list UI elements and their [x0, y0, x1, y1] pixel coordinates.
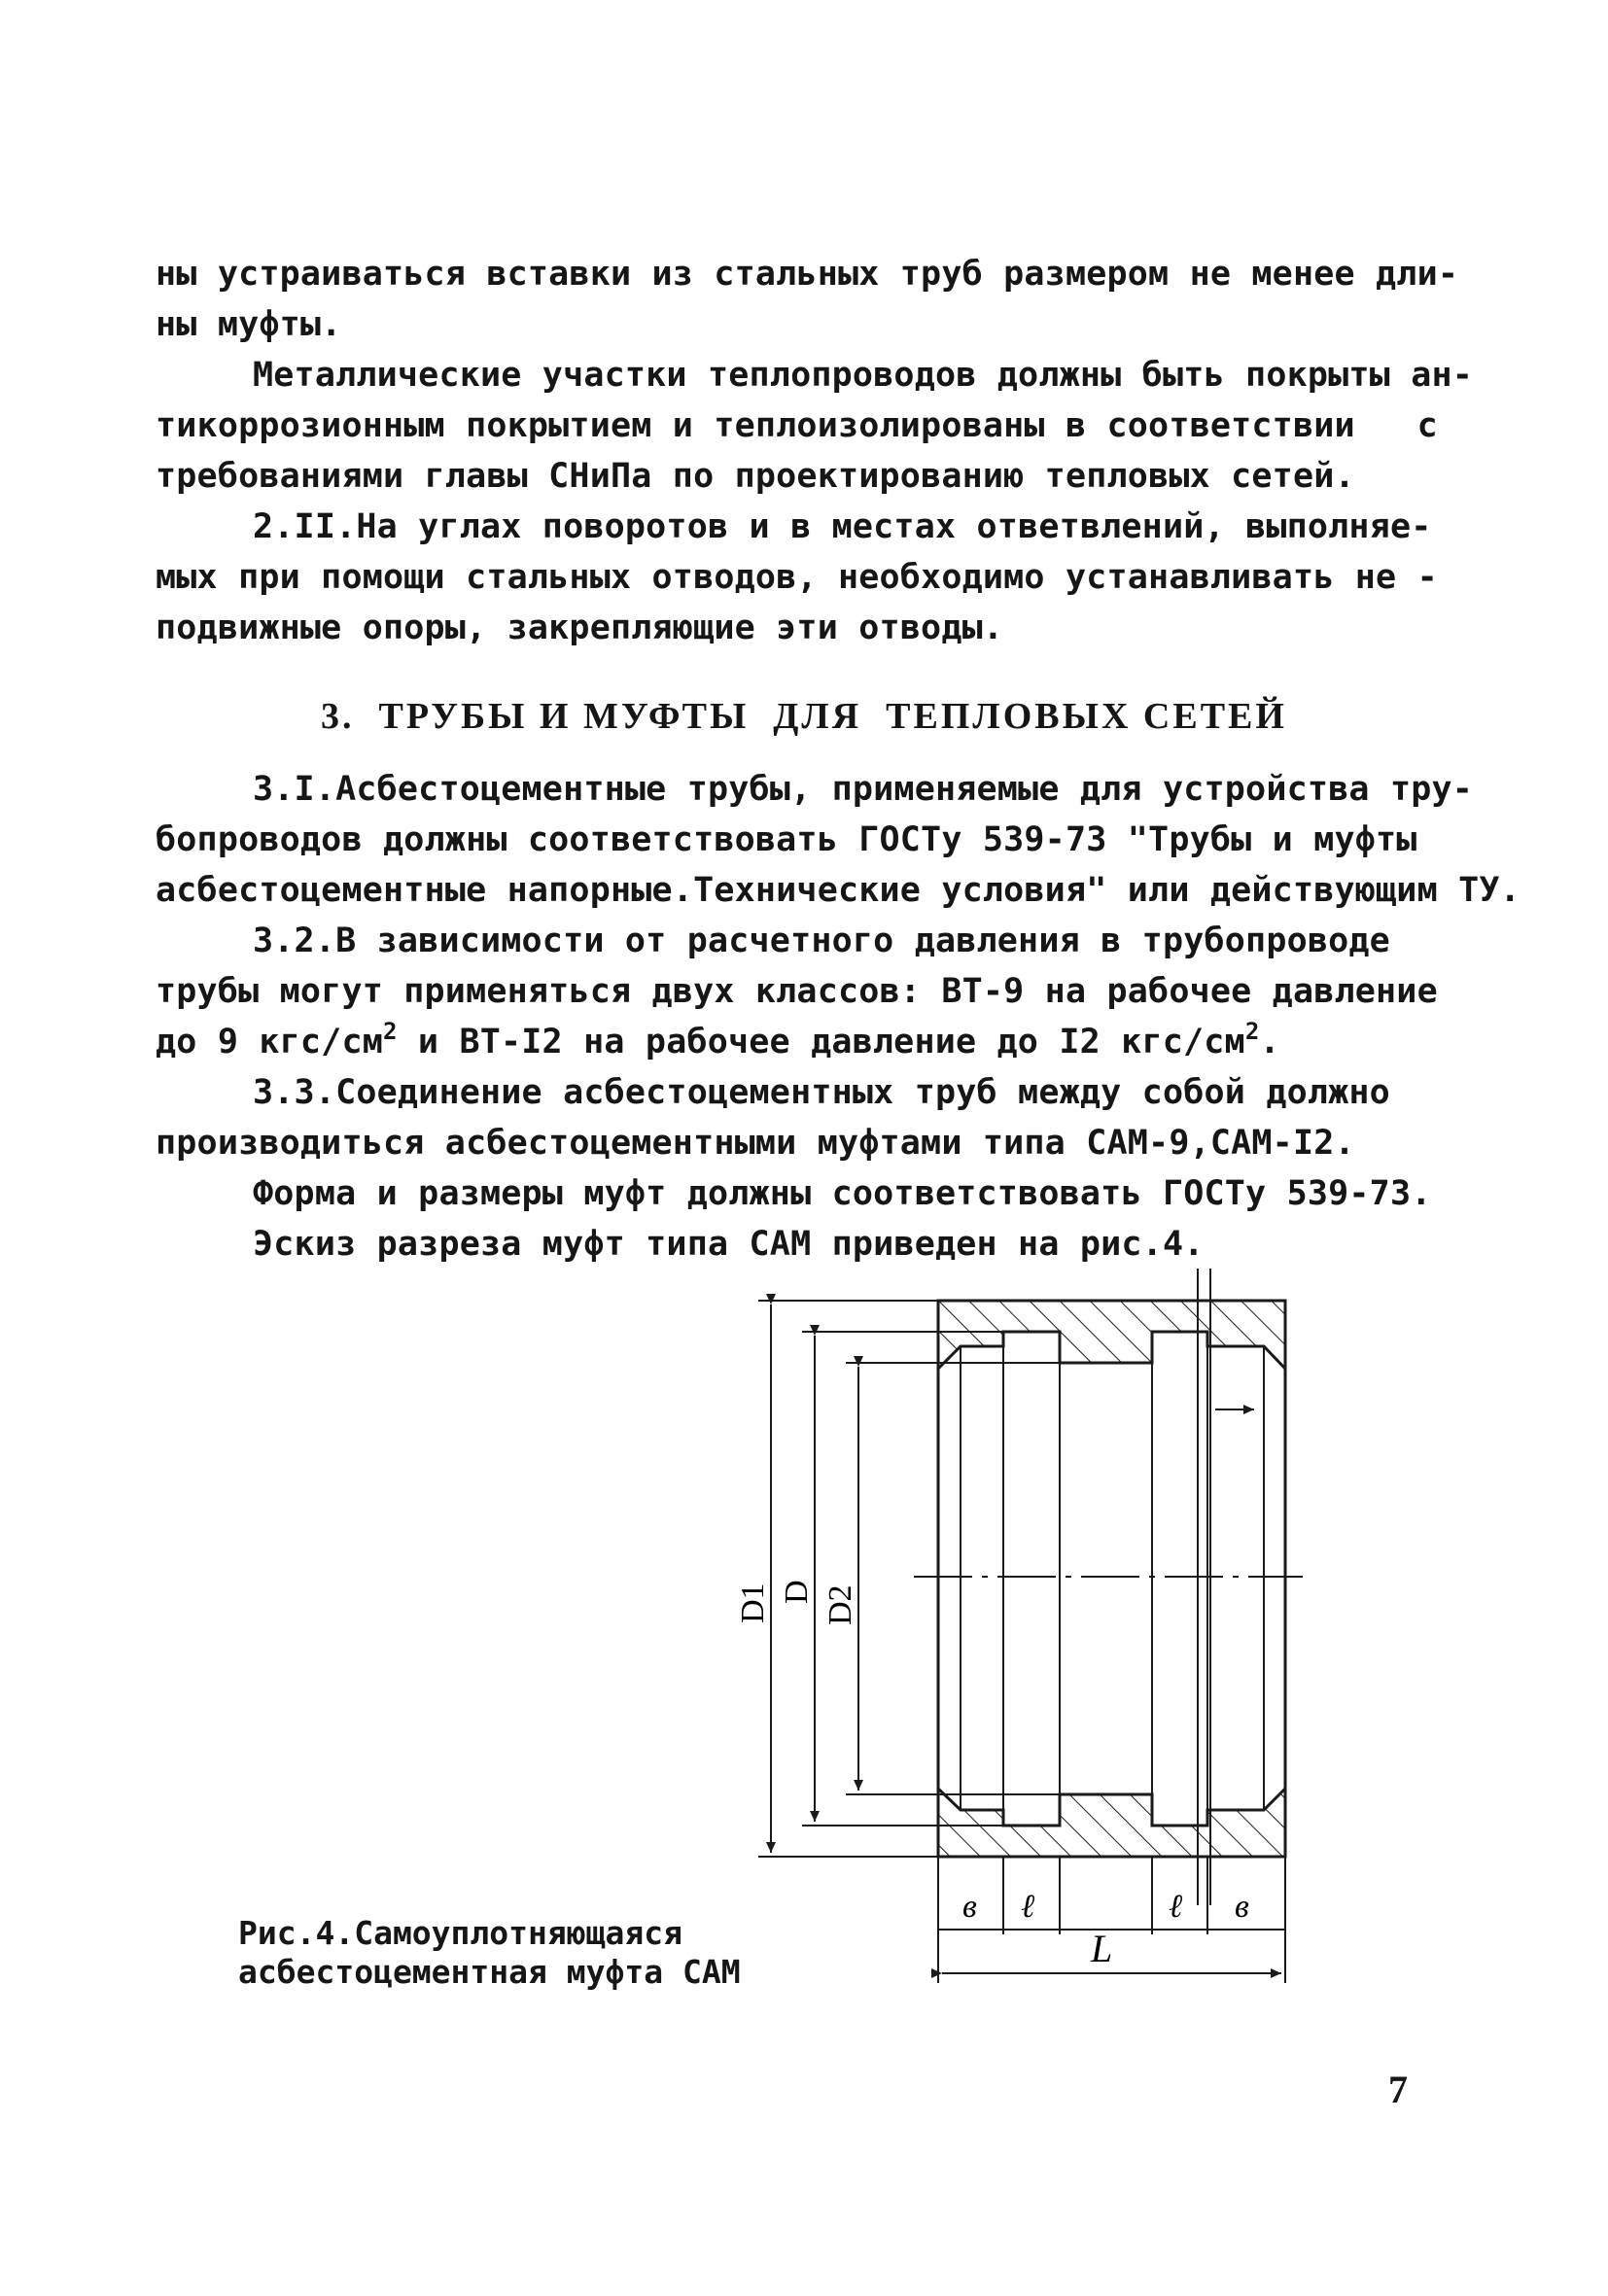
- clause-3-2-line-3-part-b: и ВТ-I2 на рабочее давление до I2 кгс/см: [397, 1023, 1245, 1061]
- paragraph-metal-line-2: тикоррозионным покрытием и теплоизолированы в соответствии с: [156, 406, 1438, 445]
- clause-3-2-line-2: трубы могут применяться двух классов: ВТ-9 на рабочее давление: [156, 972, 1438, 1011]
- paragraph-continued-line-1: ны устраиваться вставки из стальных труб размером не менее дли-: [156, 255, 1459, 294]
- shape-note: Форма и размеры муфт должны соответствовать ГОСТу 539-73.: [253, 1174, 1432, 1213]
- clause-2-11-line-3: подвижные опоры, закрепляющие эти отводы.: [156, 609, 1004, 647]
- clause-3-3-line-2: производиться асбестоцементными муфтами типа САМ-9,САМ-I2.: [156, 1124, 1355, 1163]
- label-L: L: [1091, 1927, 1113, 1970]
- clause-2-11-line-2: мых при помощи стальных отводов, необходимо устанавливать не -: [156, 558, 1438, 597]
- paragraph-metal-line-3: требованиями главы СНиПа по проектированию тепловых сетей.: [156, 457, 1355, 496]
- paragraph-continued-line-2: ны муфты.: [156, 305, 342, 344]
- label-b-right: в: [1235, 1889, 1249, 1925]
- clause-3-2-line-1: 3.2.В зависимости от расчетного давления в трубопроводе: [253, 922, 1390, 960]
- paragraph-metal-line-1: Металлические участки теплопроводов должны быть покрыты ан-: [253, 356, 1474, 395]
- clause-3-1-line-2: бопроводов должны соответствовать ГОСТу 539-73 "Трубы и муфты: [156, 820, 1417, 859]
- top-wall: [938, 1301, 1285, 1369]
- label-D2: D2: [822, 1584, 858, 1625]
- clause-2-11-line-1: 2.II.На углах поворотов и в местах ответвлений, выполняе-: [253, 507, 1432, 546]
- clause-3-2-line-3-part-c: .: [1259, 1023, 1280, 1061]
- superscript-1: 2: [383, 1018, 398, 1045]
- label-D: D: [779, 1580, 815, 1604]
- clause-3-1-line-3: асбестоцементные напорные.Технические условия" или действующим ТУ.: [156, 871, 1521, 910]
- clause-3-1-line-1: 3.I.Асбестоцементные трубы, применяемые для устройства тру-: [253, 770, 1474, 809]
- clause-3-2-line-3-part-a: до 9 кгс/см: [156, 1023, 383, 1061]
- section-heading: 3. ТРУБЫ И МУФТЫ ДЛЯ ТЕПЛОВЫХ СЕТЕЙ: [321, 696, 1287, 737]
- label-l-left: ℓ: [1021, 1889, 1035, 1925]
- page-number: 7: [1388, 2068, 1408, 2111]
- bottom-wall: [938, 1789, 1285, 1857]
- label-l-right: ℓ: [1169, 1889, 1183, 1925]
- figure-caption-line-2: асбестоцементная муфта САМ: [238, 1953, 741, 1991]
- sketch-note: Эскиз разреза муфт типа САМ приведен на рис.4.: [253, 1225, 1205, 1264]
- figure-caption-line-1: Рис.4.Самоуплотняющаяся: [238, 1914, 682, 1952]
- superscript-2: 2: [1244, 1018, 1260, 1045]
- label-D1: D1: [735, 1583, 771, 1623]
- clause-3-3-line-1: 3.3.Соединение асбестоцементных труб между собой должно: [253, 1073, 1390, 1112]
- coupling-body: [938, 1269, 1285, 1905]
- label-b-left: в: [962, 1889, 977, 1925]
